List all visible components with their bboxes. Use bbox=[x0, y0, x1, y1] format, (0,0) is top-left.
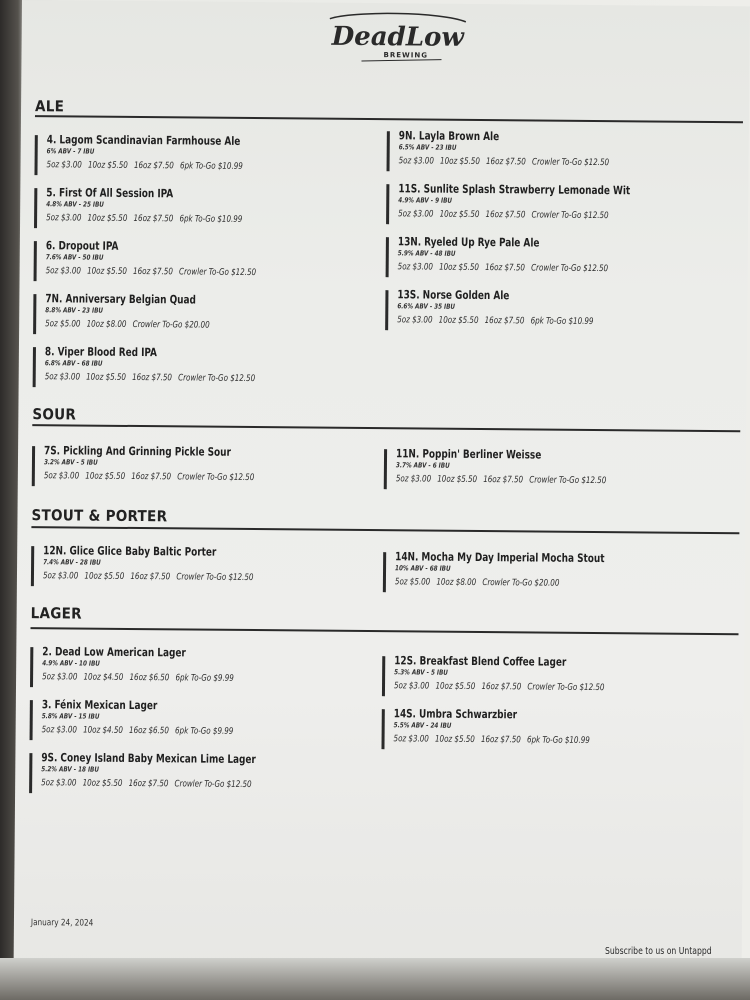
beer-name: 11N. Poppin' Berliner Weisse bbox=[395, 446, 542, 462]
section-rule-stout-porter bbox=[31, 526, 739, 534]
price-option: 10oz $5.50 bbox=[82, 778, 123, 789]
price-option: 16oz $7.50 bbox=[131, 471, 172, 483]
beer-prices bbox=[398, 208, 687, 223]
stout-right-column bbox=[383, 549, 723, 605]
price-option: Crowler To-Go $12.50 bbox=[529, 475, 607, 487]
beer-prices bbox=[44, 470, 333, 485]
beer-abv-ibu: 5.3% ABV - 5 IBU bbox=[394, 668, 448, 677]
price-option: Crowler To-Go $20.00 bbox=[482, 578, 560, 589]
price-option: 10oz $5.50 bbox=[87, 213, 128, 224]
beer-abv-ibu: 8.8% ABV - 23 IBU bbox=[45, 306, 104, 315]
beer-prices bbox=[45, 371, 334, 386]
price-option: 10oz $5.50 bbox=[87, 160, 128, 171]
price-option: 5oz $5.00 bbox=[394, 577, 431, 588]
price-option: 16oz $7.50 bbox=[485, 210, 526, 221]
price-option: 10oz $5.50 bbox=[439, 209, 480, 220]
price-option: 16oz $7.50 bbox=[133, 160, 174, 172]
beer-abv-ibu: 5.2% ABV - 18 IBU bbox=[41, 765, 100, 774]
price-option: Crowler To-Go $12.50 bbox=[174, 779, 252, 791]
beer-abv-ibu: 3.2% ABV - 5 IBU bbox=[43, 458, 98, 467]
beer-name: 8. Viper Blood Red IPA bbox=[44, 344, 157, 360]
beer-prices bbox=[42, 724, 331, 739]
beer-prices bbox=[397, 314, 686, 329]
beer-name: 9S. Coney Island Baby Mexican Lime Lager bbox=[41, 750, 256, 767]
beer-prices bbox=[45, 318, 334, 333]
price-option: 10oz $5.50 bbox=[85, 471, 126, 482]
beer-entry bbox=[386, 234, 726, 290]
beer-prices bbox=[43, 570, 332, 585]
beer-abv-ibu: 6.5% ABV - 23 IBU bbox=[398, 143, 457, 152]
beer-name: 7S. Pickling And Grinning Pickle Sour bbox=[44, 443, 231, 459]
section-title-stout-porter: STOUT & PORTER bbox=[31, 506, 168, 526]
beer-name: 14S. Umbra Schwarzbier bbox=[393, 706, 518, 722]
beer-name: 11S. Sunlite Splash Strawberry Lemonade Wit bbox=[398, 181, 631, 198]
beer-name: 2. Dead Low American Lager bbox=[42, 644, 186, 660]
price-option: 16oz $6.50 bbox=[129, 672, 170, 684]
beer-name: 6. Dropout IPA bbox=[45, 238, 119, 253]
beer-entry bbox=[34, 185, 374, 241]
beer-abv-ibu: 6% ABV - 7 IBU bbox=[46, 147, 95, 156]
price-option: 5oz $3.00 bbox=[395, 474, 432, 485]
price-option: 10oz $4.50 bbox=[83, 672, 124, 683]
price-option: 16oz $7.50 bbox=[483, 475, 524, 486]
price-option: 10oz $5.50 bbox=[434, 734, 475, 745]
price-option: Crowler To-Go $12.50 bbox=[178, 373, 256, 385]
price-option: 5oz $3.00 bbox=[42, 571, 79, 582]
beer-entry bbox=[383, 549, 723, 605]
beer-abv-ibu: 10% ABV - 68 IBU bbox=[395, 564, 451, 573]
beer-prices bbox=[394, 733, 683, 748]
price-option: 16oz $7.50 bbox=[130, 571, 171, 583]
beer-entry bbox=[30, 644, 370, 700]
section-rule-ale bbox=[35, 115, 743, 123]
beer-entry bbox=[33, 238, 373, 294]
beer-entry bbox=[34, 132, 374, 188]
beer-abv-ibu: 3.7% ABV - 6 IBU bbox=[395, 461, 450, 470]
price-option: 5oz $3.00 bbox=[398, 209, 434, 220]
price-option: 16oz $7.50 bbox=[485, 157, 526, 168]
price-option: 10oz $5.50 bbox=[437, 474, 478, 485]
beer-entry bbox=[385, 287, 725, 343]
beer-entry bbox=[386, 181, 726, 237]
beer-entry bbox=[32, 443, 372, 499]
price-option: 16oz $7.50 bbox=[485, 263, 525, 274]
beer-abv-ibu: 6.6% ABV - 35 IBU bbox=[397, 302, 456, 311]
svg-text:BREWING: BREWING bbox=[383, 51, 429, 60]
price-option: 16oz $7.50 bbox=[481, 682, 522, 693]
beer-name: 14N. Mocha My Day Imperial Mocha Stout bbox=[395, 549, 605, 566]
price-option: Crowler To-Go $12.50 bbox=[531, 263, 609, 275]
beer-name: 13S. Norse Golden Ale bbox=[397, 287, 510, 303]
price-option: 6pk To-Go $9.99 bbox=[174, 726, 234, 737]
sheet-protector-edge bbox=[0, 958, 750, 1000]
beer-name: 3. Fénix Mexican Lager bbox=[41, 697, 158, 713]
price-option: 5oz $3.00 bbox=[393, 681, 430, 692]
beer-name: 5. First Of All Session IPA bbox=[46, 185, 174, 201]
price-option: Crowler To-Go $12.50 bbox=[527, 682, 605, 694]
price-option: 16oz $7.50 bbox=[133, 213, 174, 225]
brewery-logo bbox=[321, 11, 471, 68]
brewery-logo-icon bbox=[321, 11, 471, 68]
beer-prices bbox=[46, 265, 335, 280]
beer-prices bbox=[399, 155, 688, 170]
price-option: 10oz $5.50 bbox=[84, 571, 125, 582]
price-option: 5oz $3.00 bbox=[41, 778, 77, 789]
beer-abv-ibu: 5.8% ABV - 15 IBU bbox=[41, 712, 100, 721]
price-option: 5oz $3.00 bbox=[397, 315, 433, 326]
beer-entry bbox=[29, 750, 369, 806]
price-option: 5oz $3.00 bbox=[45, 266, 81, 277]
untappd-subscribe-text: Subscribe to us on Untappd bbox=[605, 946, 712, 957]
price-option: 6pk To-Go $10.99 bbox=[526, 735, 590, 746]
price-option: Crowler To-Go $12.50 bbox=[176, 572, 254, 584]
lager-left-column bbox=[29, 644, 370, 806]
price-option: 6pk To-Go $10.99 bbox=[530, 316, 594, 327]
price-option: 10oz $4.50 bbox=[83, 725, 123, 736]
price-option: 10oz $8.00 bbox=[436, 577, 477, 588]
svg-text:DeadLow: DeadLow bbox=[331, 21, 464, 53]
lager-right-column bbox=[381, 653, 722, 762]
beer-abv-ibu: 7.6% ABV - 50 IBU bbox=[45, 253, 104, 262]
beer-name: 4. Lagom Scandinavian Farmhouse Ale bbox=[46, 132, 241, 148]
price-option: 5oz $3.00 bbox=[44, 372, 81, 383]
price-option: Crowler To-Go $12.50 bbox=[177, 472, 255, 484]
price-option: 5oz $3.00 bbox=[397, 262, 434, 273]
beer-prices bbox=[394, 680, 683, 695]
beer-name: 7N. Anniversary Belgian Quad bbox=[45, 291, 196, 307]
beer-entry bbox=[33, 344, 373, 400]
beer-entry bbox=[384, 446, 724, 502]
price-option: 10oz $5.50 bbox=[86, 372, 127, 383]
section-rule-sour bbox=[32, 424, 740, 432]
price-option: 16oz $7.50 bbox=[128, 778, 169, 790]
beer-prices bbox=[42, 671, 331, 686]
beer-entry bbox=[31, 543, 371, 599]
beer-abv-ibu: 5.5% ABV - 24 IBU bbox=[393, 721, 452, 730]
beer-abv-ibu: 7.4% ABV - 28 IBU bbox=[43, 558, 101, 567]
beer-entry bbox=[382, 653, 722, 709]
beer-name: 12N. Glice Glice Baby Baltic Porter bbox=[43, 543, 217, 559]
price-option: 5oz $3.00 bbox=[46, 160, 82, 171]
beer-abv-ibu: 4.9% ABV - 10 IBU bbox=[42, 659, 100, 668]
beer-abv-ibu: 4.9% ABV - 9 IBU bbox=[398, 196, 453, 205]
beer-prices bbox=[41, 777, 330, 792]
section-title-ale: ALE bbox=[34, 97, 65, 116]
sour-right-column bbox=[384, 446, 724, 502]
beer-entry bbox=[29, 697, 369, 753]
price-option: 16oz $7.50 bbox=[132, 372, 173, 384]
price-option: 10oz $5.50 bbox=[439, 262, 479, 273]
price-option: 5oz $3.00 bbox=[393, 734, 429, 745]
price-option: 6pk To-Go $10.99 bbox=[179, 161, 243, 172]
price-option: 16oz $6.50 bbox=[129, 725, 169, 737]
beer-abv-ibu: 6.8% ABV - 68 IBU bbox=[44, 359, 103, 368]
ale-left-column bbox=[33, 132, 375, 400]
beer-name: 9N. Layla Brown Ale bbox=[398, 128, 500, 144]
beer-entry bbox=[381, 706, 721, 762]
beer-prices bbox=[46, 212, 335, 227]
price-option: Crowler To-Go $12.50 bbox=[531, 210, 609, 222]
beer-abv-ibu: 4.8% ABV - 25 IBU bbox=[46, 200, 104, 209]
stout-left-column bbox=[31, 543, 371, 599]
section-title-sour: SOUR bbox=[32, 405, 77, 424]
section-title-lager: LAGER bbox=[30, 604, 82, 623]
price-option: 5oz $3.00 bbox=[398, 156, 434, 167]
beer-prices bbox=[395, 576, 684, 591]
price-option: 5oz $3.00 bbox=[43, 471, 80, 482]
price-option: 10oz $8.00 bbox=[86, 319, 127, 330]
price-option: 16oz $7.50 bbox=[484, 316, 525, 327]
beer-entry bbox=[386, 128, 726, 184]
price-option: 6pk To-Go $10.99 bbox=[179, 214, 243, 225]
beer-abv-ibu: 5.9% ABV - 48 IBU bbox=[397, 249, 456, 258]
price-option: 5oz $3.00 bbox=[41, 725, 77, 736]
beer-name: 13N. Ryeled Up Rye Pale Ale bbox=[397, 234, 540, 250]
price-option: 16oz $7.50 bbox=[133, 266, 173, 278]
section-rule-lager bbox=[31, 627, 739, 635]
price-option: 10oz $5.50 bbox=[440, 156, 480, 168]
beer-prices bbox=[398, 261, 687, 276]
menu-date: January 24, 2024 bbox=[30, 918, 94, 929]
beer-prices bbox=[396, 473, 685, 488]
price-option: 10oz $5.50 bbox=[435, 681, 476, 692]
price-option: Crowler To-Go $12.50 bbox=[531, 157, 610, 169]
beer-entry bbox=[33, 291, 373, 347]
ale-right-column bbox=[385, 128, 727, 343]
beer-name: 12S. Breakfast Blend Coffee Lager bbox=[394, 653, 567, 669]
price-option: 16oz $7.50 bbox=[480, 735, 521, 746]
price-option: 10oz $5.50 bbox=[438, 315, 479, 326]
price-option: 10oz $5.50 bbox=[87, 266, 127, 277]
price-option: 5oz $5.00 bbox=[45, 319, 81, 330]
beer-prices bbox=[47, 159, 336, 174]
price-option: 5oz $3.00 bbox=[42, 672, 78, 683]
price-option: 6pk To-Go $9.99 bbox=[175, 673, 234, 684]
price-option: Crowler To-Go $12.50 bbox=[179, 267, 257, 279]
price-option: Crowler To-Go $20.00 bbox=[132, 319, 210, 331]
sour-left-column bbox=[32, 443, 372, 499]
price-option: 5oz $3.00 bbox=[46, 213, 82, 224]
menu-page bbox=[13, 0, 749, 981]
